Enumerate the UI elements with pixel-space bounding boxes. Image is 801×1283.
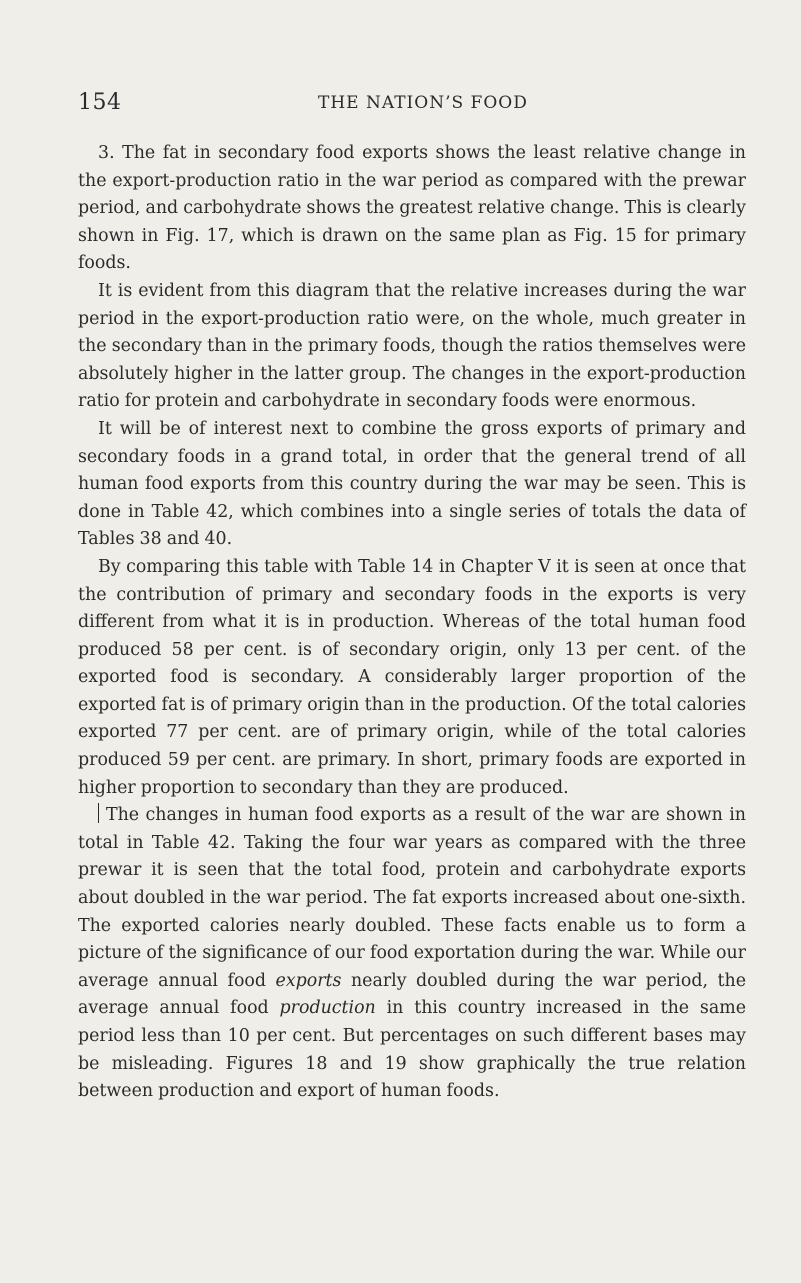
paragraph: It will be of interest next to combine the gross exports of primary and secondary foods in a grand total, in order that the general trend of all human food exports from this country during the war may be seen. This is done in Table 42, which combines into a single series of totals the data of Tables 38 and 40. [78,418,746,550]
paragraph: By comparing this table with Table 14 in Chapter V it is seen at once that the contribution of primary and secondary foods in the exports is very different from what it is in production. Whereas of the total human food produced 58 per cent. is of secondary origin, only 13 per cent. of the exported food is secondary. A considerably larger proportion of the exported fat is of primary origin than in the production. Of the total calories exported 77 per cent. are of primary origin, while of the total calories produced 59 per cent. are primary. In short, primary foods are exported in higher proportion to secondary than they are produced. [78,556,746,798]
paragraph-last [78,802,746,1106]
margin-mark [98,803,99,823]
italic-term: exports [275,970,342,991]
page-header [78,88,723,118]
body-text [78,140,746,1106]
paragraph-text: The changes in human food exports as a result of the war are shown in total in Table 42. Taking the four war years as compared with the three prewar it is seen that the total food, protein and carbohydrate exports about doubled in the war period. The fat exports increased about one-sixth. The exported calories nearly doubled. These facts enable us to form a picture of the significance of our food exportation during the war. While our average annual food [78,805,746,991]
paragraph: It is evident from this diagram that the relative increases during the war period in the export-production ratio were, on the whole, much greater in the secondary than in the primary foods, though the ratios themselves were absolutely higher in the latter group. The changes in the export-production ratio for protein and carbohydrate in secondary foods were enormous. [78,280,746,412]
page-number: 154 [78,90,122,115]
paragraph-text: in this country increased in the same period less than 10 per cent. But percentages on such different bases may be misleading. Figures 18 and 19 show graphically the true relation between production and export of human foods. [78,998,746,1102]
paragraph: 3. The fat in secondary food exports shows the least relative change in the export-production ratio in the war period as compared with the prewar period, and carbohydrate shows the greatest relative change. This is clearly shown in Fig. 17, which is drawn on the same plan as Fig. 15 for primary foods. [78,143,746,274]
paragraph-text: nearly doubled during the war period, the average annual food [78,970,746,1019]
running-head: THE NATION’S FOOD [318,93,528,113]
italic-term: production [279,998,376,1019]
